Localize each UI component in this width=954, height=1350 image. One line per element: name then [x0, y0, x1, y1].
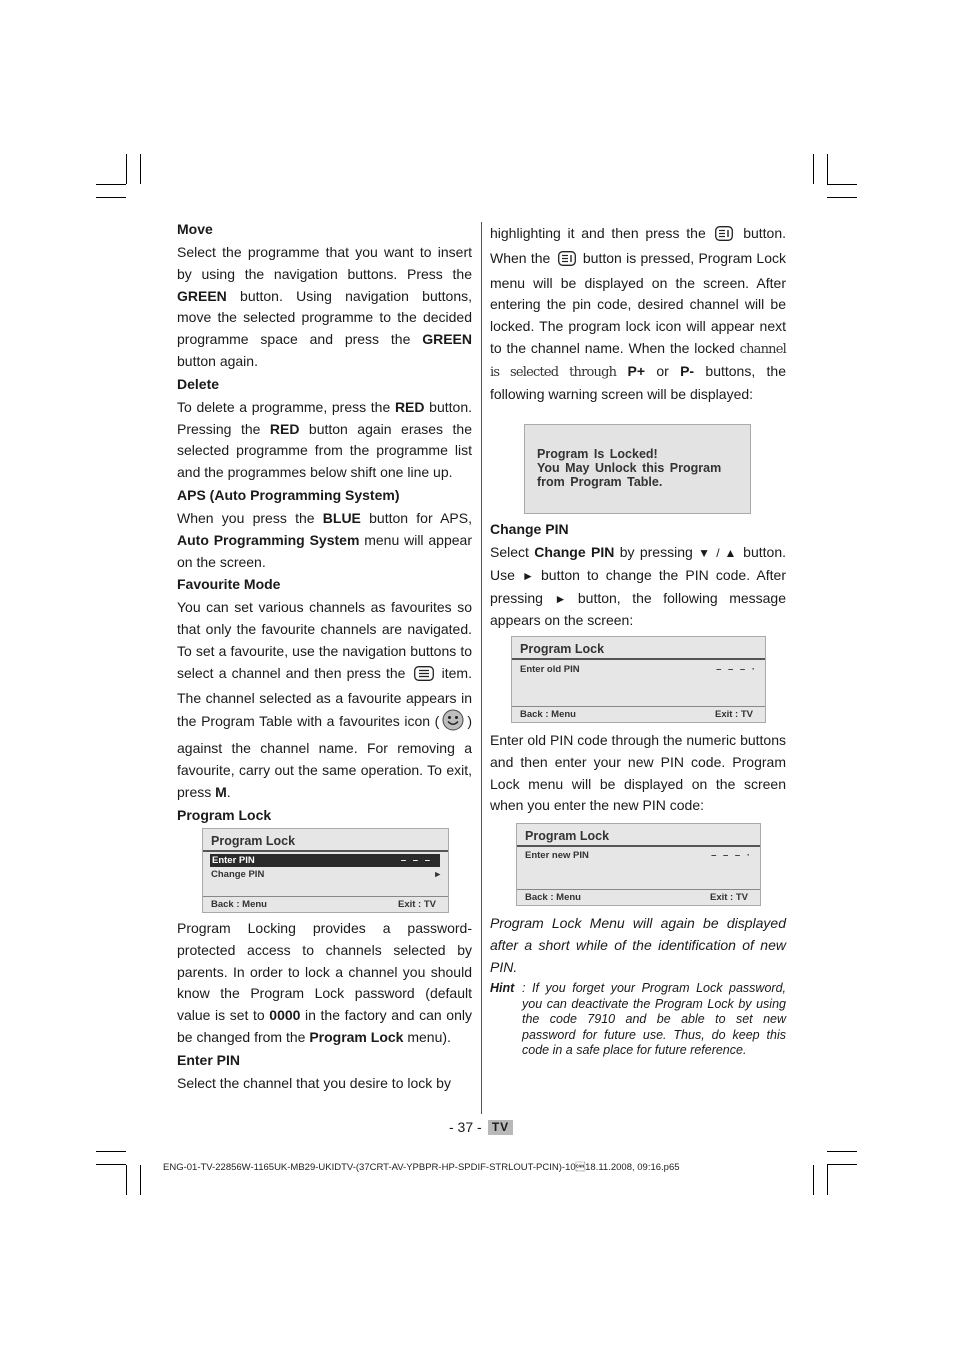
p-plus-keyword: P+ [627, 362, 646, 379]
crop-mark [813, 1165, 814, 1195]
text: button again erases the selected programme from the programme list and the programmes below shift one line up. [177, 420, 472, 481]
locked-warning-box [524, 424, 751, 514]
green-keyword: GREEN [177, 287, 227, 304]
change-pin-paragraph [490, 542, 786, 632]
text: item. The channel selected as a favourite appears in the Program Table with a favourites icon ( [177, 664, 472, 730]
warning-line: You May Unlock this Program [537, 461, 722, 475]
exit-hint: Exit : TV [714, 709, 753, 720]
arrow-right-icon: ► [522, 568, 534, 583]
text: button is pressed, Program Lock menu will be displayed on the screen. After entering the pin code, desired channel will be locked. The program lock icon will appear next to the channel name. When the locked [490, 249, 786, 356]
again-paragraph: Program Lock Menu will again be displayed after a short while of the identification of new PIN. [490, 915, 786, 975]
text: button. Pressing the [177, 398, 472, 437]
up-down-arrows-icon: ▼ / ▲ [698, 546, 738, 560]
pin-dashes: – – – · [716, 664, 757, 675]
crop-mark [126, 1165, 127, 1195]
crop-mark [140, 154, 141, 184]
print-footer: ENG-01-TV-22856W-1165UK-MB29-UKIDTV-(37CRT-AV-YPBPR-HP-SPDIF-STRLOUT-PCIN)-1018.11.2008, 09:16.p65 [163, 1162, 680, 1173]
warning-line: from Program Table. [537, 475, 663, 489]
text: When you press the [177, 509, 323, 526]
right-column [490, 223, 786, 405]
text: To delete a programme, press the [177, 398, 395, 415]
warning-line: Program Is Locked! [537, 447, 658, 461]
menu-item-label: Change PIN [211, 869, 265, 880]
text: button to change the PIN code. After pressing [490, 566, 786, 606]
exit-hint: Exit : TV [709, 892, 748, 903]
red-keyword: RED [269, 420, 300, 437]
move-heading: Move [177, 221, 213, 237]
menu-item-enter-old-pin[interactable] [512, 662, 765, 677]
m-keyword: M [215, 783, 227, 800]
tv-badge: TV [488, 1120, 513, 1135]
smiley-favourite-icon [442, 709, 464, 738]
exit-hint: Exit : TV [397, 899, 436, 910]
green-keyword: GREEN [422, 331, 472, 348]
text: button again. [177, 352, 258, 369]
crop-mark [827, 197, 857, 198]
text: button. Using navigation buttons, move the selected programme to the decided programme space and press the [177, 287, 472, 348]
menu-title: Program Lock [520, 642, 605, 656]
program-lock-keyword: Program Lock [309, 1028, 404, 1045]
menu-title: Program Lock [211, 834, 296, 848]
text: by pressing [614, 544, 699, 560]
back-hint: Back : Menu [520, 709, 576, 720]
crop-mark [827, 1151, 857, 1152]
crop-mark [96, 1164, 126, 1165]
aps-keyword: Auto Programming System [177, 531, 360, 548]
aps-heading: APS (Auto Programming System) [177, 486, 400, 503]
crop-mark [827, 1164, 857, 1165]
text: . [226, 783, 231, 800]
hint-text: : If you forget your Program Lock password, you can deactivate the Program Lock by using the code 7910 and be able to set new password for future use. Thus, do keep this code in a safe place for future reference. [522, 981, 786, 1057]
continuation-paragraph [490, 223, 786, 405]
crop-mark [96, 1151, 126, 1152]
crop-mark [827, 184, 857, 185]
text: button, the following message appears on the screen: [490, 589, 786, 629]
left-column-lower [177, 918, 472, 1095]
left-column [177, 218, 472, 826]
menu-item-label: Enter old PIN [520, 664, 580, 675]
text: ) against the channel name. For removing a favourite, carry out the same operation. To exit, press [177, 713, 472, 800]
text: button. When the [490, 225, 787, 266]
delete-heading: Delete [177, 375, 220, 392]
menu-item-label: Enter new PIN [525, 850, 589, 861]
crop-mark [813, 154, 814, 184]
text: or [645, 362, 681, 379]
red-keyword: RED [394, 398, 425, 415]
blue-keyword: BLUE [322, 509, 361, 526]
crop-mark [827, 154, 828, 184]
program-lock-heading: Program Lock [177, 806, 272, 823]
aps-paragraph [177, 508, 472, 573]
right-column-old-pin [490, 730, 786, 817]
back-hint: Back : Menu [211, 899, 267, 910]
menu-footer [517, 889, 760, 905]
p-minus-keyword: P- [680, 362, 695, 379]
column-divider [481, 222, 482, 1114]
crop-mark [827, 1165, 828, 1195]
menu-item-label: Enter PIN [212, 855, 255, 866]
menu-footer [512, 706, 765, 722]
menu-item-enter-pin[interactable] [210, 854, 440, 867]
enter-pin-paragraph: Select the channel that you desire to lock by [177, 1074, 451, 1091]
crop-mark [126, 154, 127, 184]
info-button-icon [715, 226, 733, 248]
right-column-again [490, 913, 786, 978]
arrow-right-icon: ▸ [435, 869, 440, 880]
enter-new-pin-menu [516, 823, 761, 906]
right-column-change-pin [490, 518, 786, 632]
pin-dashes: – – – [400, 855, 432, 866]
info-button-icon [558, 251, 576, 273]
arrow-right-icon: ► [554, 591, 567, 606]
program-lock-paragraph [177, 918, 472, 1049]
hint-note [490, 981, 786, 1059]
text: Program Locking provides a password-protected access to channels selected by parents. In order to lock a channel you should know the Program Lock password (default value is set to [177, 920, 472, 1024]
crop-mark [140, 1165, 141, 1195]
change-pin-keyword: Change PIN [534, 544, 615, 560]
enter-old-pin-menu [511, 636, 766, 723]
old-pin-paragraph: Enter old PIN code through the numeric buttons and then enter your new PIN code. Program Lock menu will be displayed on the screen when you enter the new PIN code: [490, 732, 786, 814]
enter-pin-heading: Enter PIN [177, 1051, 241, 1068]
text: highlighting it and then press the [490, 225, 713, 241]
text: in the factory and can only be changed from the [177, 1007, 472, 1045]
text: channel is selected through [490, 341, 786, 380]
hint-label: Hint [490, 981, 515, 995]
text: buttons, the following warning screen will be displayed: [490, 362, 786, 402]
change-pin-heading: Change PIN [490, 521, 569, 537]
text: You can set various channels as favourites so that only the favourite channels are navigated. To set a favourite, use the navigation buttons to select a channel and then press the [177, 599, 472, 681]
default-code: 0000 [269, 1007, 301, 1024]
back-hint: Back : Menu [525, 892, 581, 903]
menu-item-enter-new-pin[interactable] [517, 848, 760, 863]
program-lock-menu [202, 828, 449, 913]
text: Select the programme that you want to insert by using the navigation buttons. Press the [177, 244, 472, 282]
text: Select [490, 544, 535, 560]
pin-dashes: – – – · [711, 850, 752, 861]
text: button. Use [490, 544, 786, 583]
text: menu will appear on the screen. [177, 531, 472, 570]
crop-mark [96, 184, 126, 185]
favourite-heading: Favourite Mode [177, 576, 281, 593]
menu-title: Program Lock [525, 829, 610, 843]
menu-footer [203, 896, 448, 912]
page-number: - 37 - [449, 1119, 482, 1135]
text: button for APS, [360, 509, 472, 526]
crop-mark [96, 197, 126, 198]
favourite-paragraph [177, 597, 472, 803]
text: menu). [403, 1028, 451, 1045]
favourites-list-icon [414, 666, 434, 688]
move-paragraph [177, 242, 472, 373]
delete-paragraph [177, 397, 472, 484]
menu-item-change-pin[interactable] [203, 867, 448, 882]
